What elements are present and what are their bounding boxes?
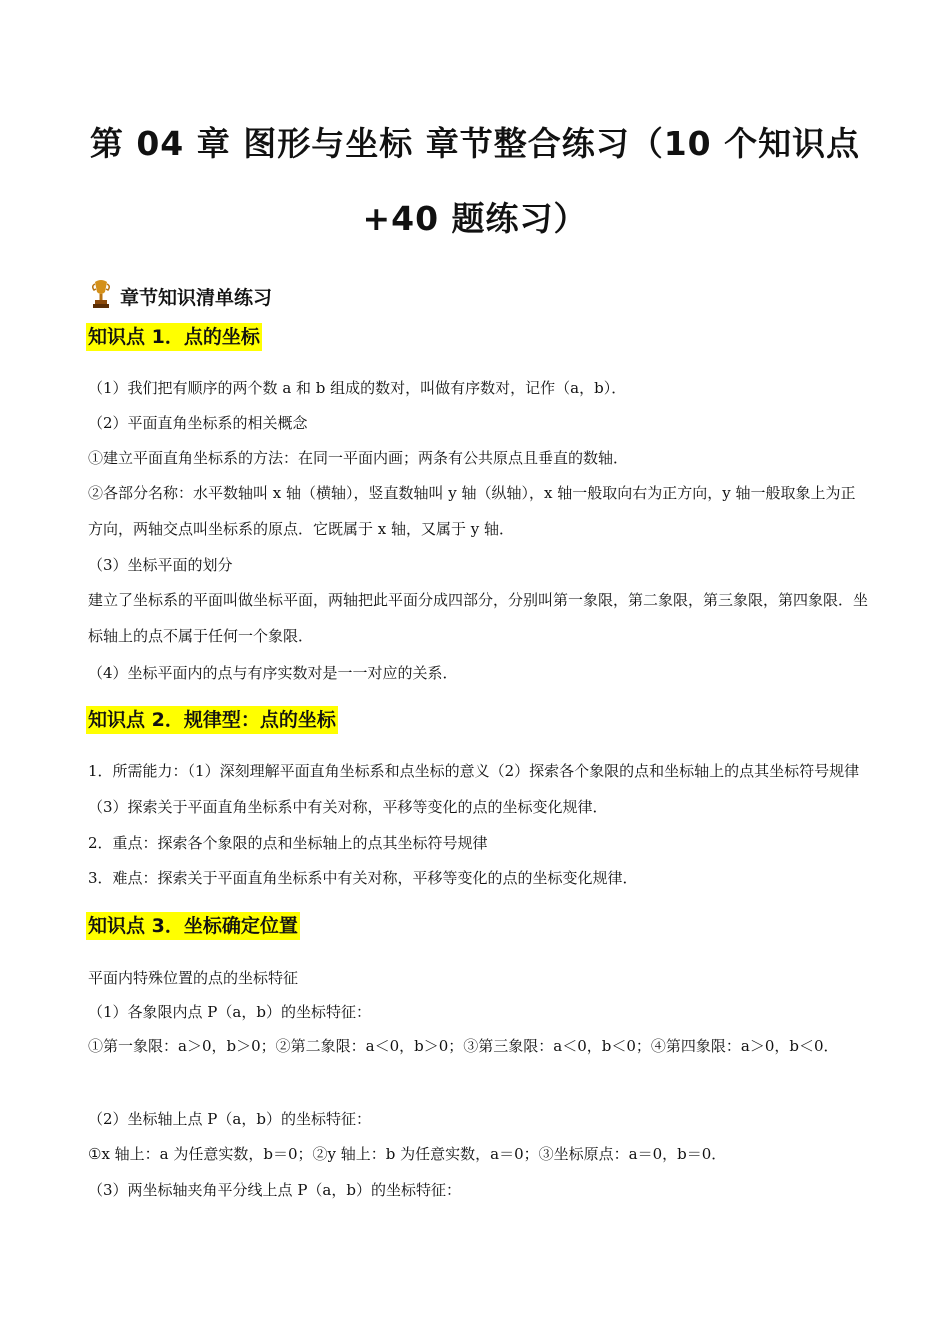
kp1-line: ②各部分名称：水平数轴叫 x 轴（横轴），竖直数轴叫 y 轴（纵轴），x 轴一般取向右为正方向，y 轴一般取象上为正方向，两轴交点叫坐标系的原点．它既属于 x 轴，又属于 y 轴． (88, 484, 856, 538)
kp3-line: ①x 轴上：a 为任意实数，b＝0；②y 轴上：b 为任意实数，a＝0；③坐标原点：a＝0，b＝0． (88, 1145, 727, 1163)
kp2-line: 1．所需能力：（1）深刻理解平面直角坐标系和点坐标的意义（2）探索各个象限的点和坐标轴上的点其坐标符号规律（3）探索关于平面直角坐标系中有关对称，平移等变化的点的坐标变化规律． (88, 762, 860, 816)
section-label: 章节知识清单练习 (120, 287, 273, 309)
document-title-line-2: +40 题练习） (362, 199, 588, 238)
section-header (90, 270, 272, 310)
document-title-line-1: 第 04 章 图形与坐标 章节整合练习（10 个知识点 (89, 124, 861, 163)
kp3-line: ①第一象限：a＞0，b＞0；②第二象限：a＜0，b＞0；③第三象限：a＜0，b＜0；④第四象限：a＞0，b＜0． (88, 1037, 839, 1055)
kp3-line: 平面内特殊位置的点的坐标特征 (88, 969, 299, 987)
kp2-heading: 知识点 2．规律型：点的坐标 (86, 706, 338, 734)
kp1-line: （4）坐标平面内的点与有序实数对是一一对应的关系． (88, 664, 458, 682)
kp1-heading: 知识点 1．点的坐标 (86, 323, 262, 351)
kp3-heading: 知识点 3．坐标确定位置 (86, 912, 300, 940)
kp2-line: 2．重点：探索各个象限的点和坐标轴上的点其坐标符号规律 (88, 834, 488, 852)
kp1-line: 建立了坐标系的平面叫做坐标平面，两轴把此平面分成四部分，分别叫第一象限，第二象限，第三象限，第四象限．坐标轴上的点不属于任何一个象限． (88, 591, 869, 645)
kp1-line: （2）平面直角坐标系的相关概念 (88, 414, 308, 432)
kp3-line: （2）坐标轴上点 P（a，b）的坐标特征： (88, 1110, 371, 1128)
kp2-line: 3．难点：探索关于平面直角坐标系中有关对称，平移等变化的点的坐标变化规律． (88, 869, 638, 887)
kp1-line: （3）坐标平面的划分 (88, 556, 233, 574)
kp3-line: （3）两坐标轴夹角平分线上点 P（a，b）的坐标特征： (88, 1181, 461, 1199)
kp1-line: （1）我们把有顺序的两个数 a 和 b 组成的数对，叫做有序数对，记作（a，b）． (88, 379, 627, 397)
kp1-line: ①建立平面直角坐标系的方法：在同一平面内画；两条有公共原点且垂直的数轴． (88, 449, 629, 467)
kp3-line: （1）各象限内点 P（a，b）的坐标特征： (88, 1003, 371, 1021)
trophy-icon (90, 276, 112, 310)
